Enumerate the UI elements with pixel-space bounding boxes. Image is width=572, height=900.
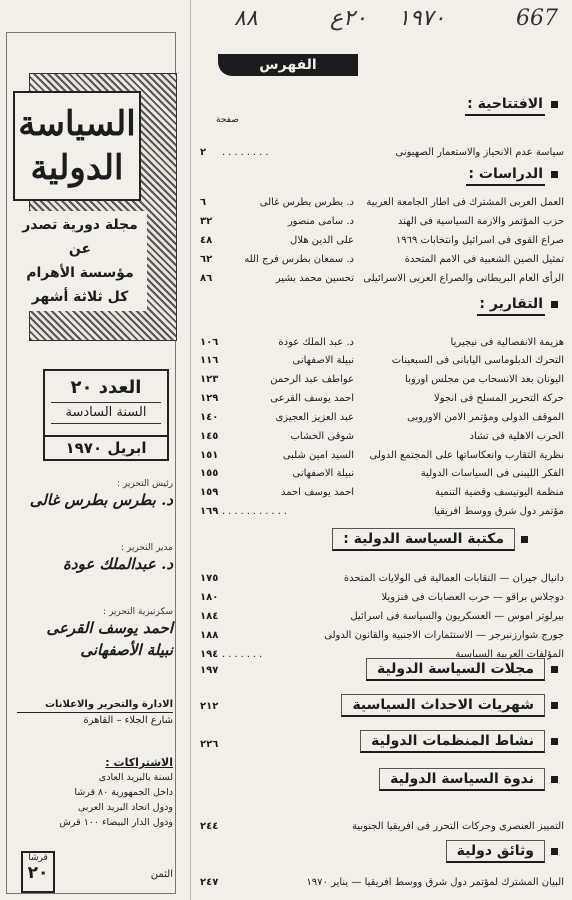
page-column-label: صفحة [216,115,239,125]
toc-entry[interactable]: دانيال جيران — النقابات العمالية فى الولايات المتحدة ١٧٥ [200,573,564,584]
staff-role: مدير التحرير : [121,543,173,553]
toc-entry-page[interactable]: ٢٢٦ [200,739,219,750]
staff-name: احمد يوسف القرعى [46,619,173,637]
title-line: الدولية [30,148,124,188]
title-line: السياسة [18,104,136,144]
tagline-line: مؤسسة الأهرام [26,265,134,281]
toc-entry[interactable]: منظمة اليونيسف وقضية التنمية احمد يوسف احمد ١٥٩ [200,487,564,498]
section-title: التقارير : [477,296,558,316]
toc-entry[interactable]: مؤتمر دول شرق ووسط افريقيا ........... ١٦٩ [200,506,564,517]
toc-entry-page[interactable]: ٢١٢ [200,701,219,712]
toc-entry[interactable]: الموقف الدولى ومؤتمر الامن الاوروبى عبد العزيز العجيزى ١٤٠ [200,412,564,423]
price-value: ٢٠ [27,863,49,883]
tagline-line: مجلة دورية تصدر عن [22,217,138,257]
handwritten-note: ٢٠ع [330,6,367,31]
admin-address: شارع الجلاء – القاهرة [83,715,173,726]
section-title: ندوة السياسة الدولية [379,768,558,791]
toc-entry[interactable]: سياسة عدم الانحياز والاستعمار الصهيونى ........ ٢ [200,147,564,158]
staff-name: نبيلة الأصفهانى [80,641,173,659]
admin-block [17,699,173,726]
toc-entry[interactable]: العمل العربى المشترك فى اطار الجامعة العربية د. بطرس بطرس غالى ٦ [200,197,564,208]
section-title: الافتتاحية : [465,96,558,116]
price-label: الثمن [150,869,173,880]
issue-date: ابريل ١٩٧٠ [43,435,169,461]
toc-entry[interactable]: التحرك الدبلوماسى اليابانى فى السبعينات نبيلة الاصفهانى ١١٦ [200,355,564,366]
subscriptions-line: داخل الجمهورية ٨٠ قرشا [74,787,173,798]
toc-entry[interactable]: التمييز العنصرى وحركات التحرر فى افريقيا الجنوبية ٢٤٤ [200,821,564,832]
handwritten-note: ١٩٧٠ [398,6,446,31]
staff-name: د. بطرس بطرس غالى [29,491,173,509]
toc-heading: الفهرس [218,54,358,76]
section-title: شهريات الاحداث السياسية [341,694,558,717]
staff-secretaries [17,607,173,661]
subscriptions-line: ودول الدار البيضاء ١٠٠ قرش [59,817,173,828]
toc-entry[interactable]: المؤلفات العربية السياسية ....... ١٩٤ [200,649,564,660]
subscriptions-line: ودول اتحاد البريد العربى [77,802,173,813]
toc-entry[interactable]: صراع القوى فى اسرائيل وانتخابات ١٩٦٩ على الدين هلال ٤٨ [200,235,564,246]
section-title: مجلات السياسة الدولية [366,658,558,681]
toc-entry[interactable]: الرأى العام البريطانى والصراع العربى الاسرائيلى تحسين محمد بشير ٨٦ [200,273,564,284]
handwritten-note: 667 [516,6,558,31]
subscriptions-block [17,755,173,830]
magazine-title [13,91,141,201]
staff-editor-in-chief [17,479,173,511]
column-divider [190,0,191,900]
price-currency: قرشا [28,853,48,863]
toc-entry[interactable]: نظرية التقارب وانعكاساتها على المجتمع الدولى السيد امين شلبى ١٥١ [200,450,564,461]
masthead-column [6,32,176,894]
toc-entry[interactable]: الحرب الاهلية فى تشاد شوقى الخشاب ١٤٥ [200,431,564,442]
issue-number: العدد ٢٠ [70,377,142,398]
issue-year: السنة السادسة [51,402,161,424]
staff-role: رئيس التحرير : [117,479,173,489]
staff-managing-editor [17,543,173,575]
toc-entry[interactable]: الفكر الليبنى فى السياسات الدولية نبيلة الاصفهانى ١٥٥ [200,468,564,479]
toc-entry[interactable]: جورج شوارزنبرجر — الاستثمارات الاجنبية والقانون الدولى ١٨٨ [200,630,564,641]
subscriptions-title: الاشتراكات : [105,756,173,769]
toc-entry[interactable]: دوجلاس براقو — حرب العصابات فى فنزويلا ١٨٠ [200,592,564,603]
section-title: مكتبة السياسة الدولية : [332,528,528,551]
toc-entry-page[interactable]: ١٩٧ [200,665,219,676]
staff-name: د. عبدالملك عودة [63,555,173,573]
staff-role: سكرتيرية التحرير : [103,607,173,617]
subscriptions-line: لسنة بالبريد العادى [98,772,173,783]
toc-entry[interactable]: هزيمة الانفصالية فى نيجيريا د. عبد الملك عودة ١٠٦ [200,337,564,348]
section-title: وثائق دولية [446,840,558,863]
section-title: نشاط المنظمات الدولية [360,730,558,753]
handwritten-note: ٨٨ [234,6,258,31]
tagline-line: كل ثلاثة أشهر [31,289,129,305]
toc-entry[interactable]: حزب المؤتمر والازمة السياسية فى الهند د. سامى منصور ٣٢ [200,216,564,227]
tagline [13,211,147,311]
admin-title: الادارة والتحرير والاعلانات [17,699,173,713]
toc-entry[interactable]: اليونان بعد الانسحاب من مجلس اوروبا عواطف عبد الرحمن ١٢٣ [200,374,564,385]
toc-entry[interactable]: البيان المشترك لمؤتمر دول شرق ووسط افريقيا — يناير ١٩٧٠ ٢٤٧ [200,877,564,888]
price-box [21,851,55,893]
toc-entry[interactable]: تمثيل الصين الشعبية فى الامم المتحدة د. سمعان بطرس فرج الله ٦٢ [200,254,564,265]
toc-entry[interactable]: حركة التحرير المسلح فى انجولا احمد يوسف القرعى ١٢٩ [200,393,564,404]
toc-entry[interactable]: بيرلوتر اموس — العسكريون والسياسة فى اسرائيل ١٨٤ [200,611,564,622]
section-title: الدراسات : [466,166,558,186]
